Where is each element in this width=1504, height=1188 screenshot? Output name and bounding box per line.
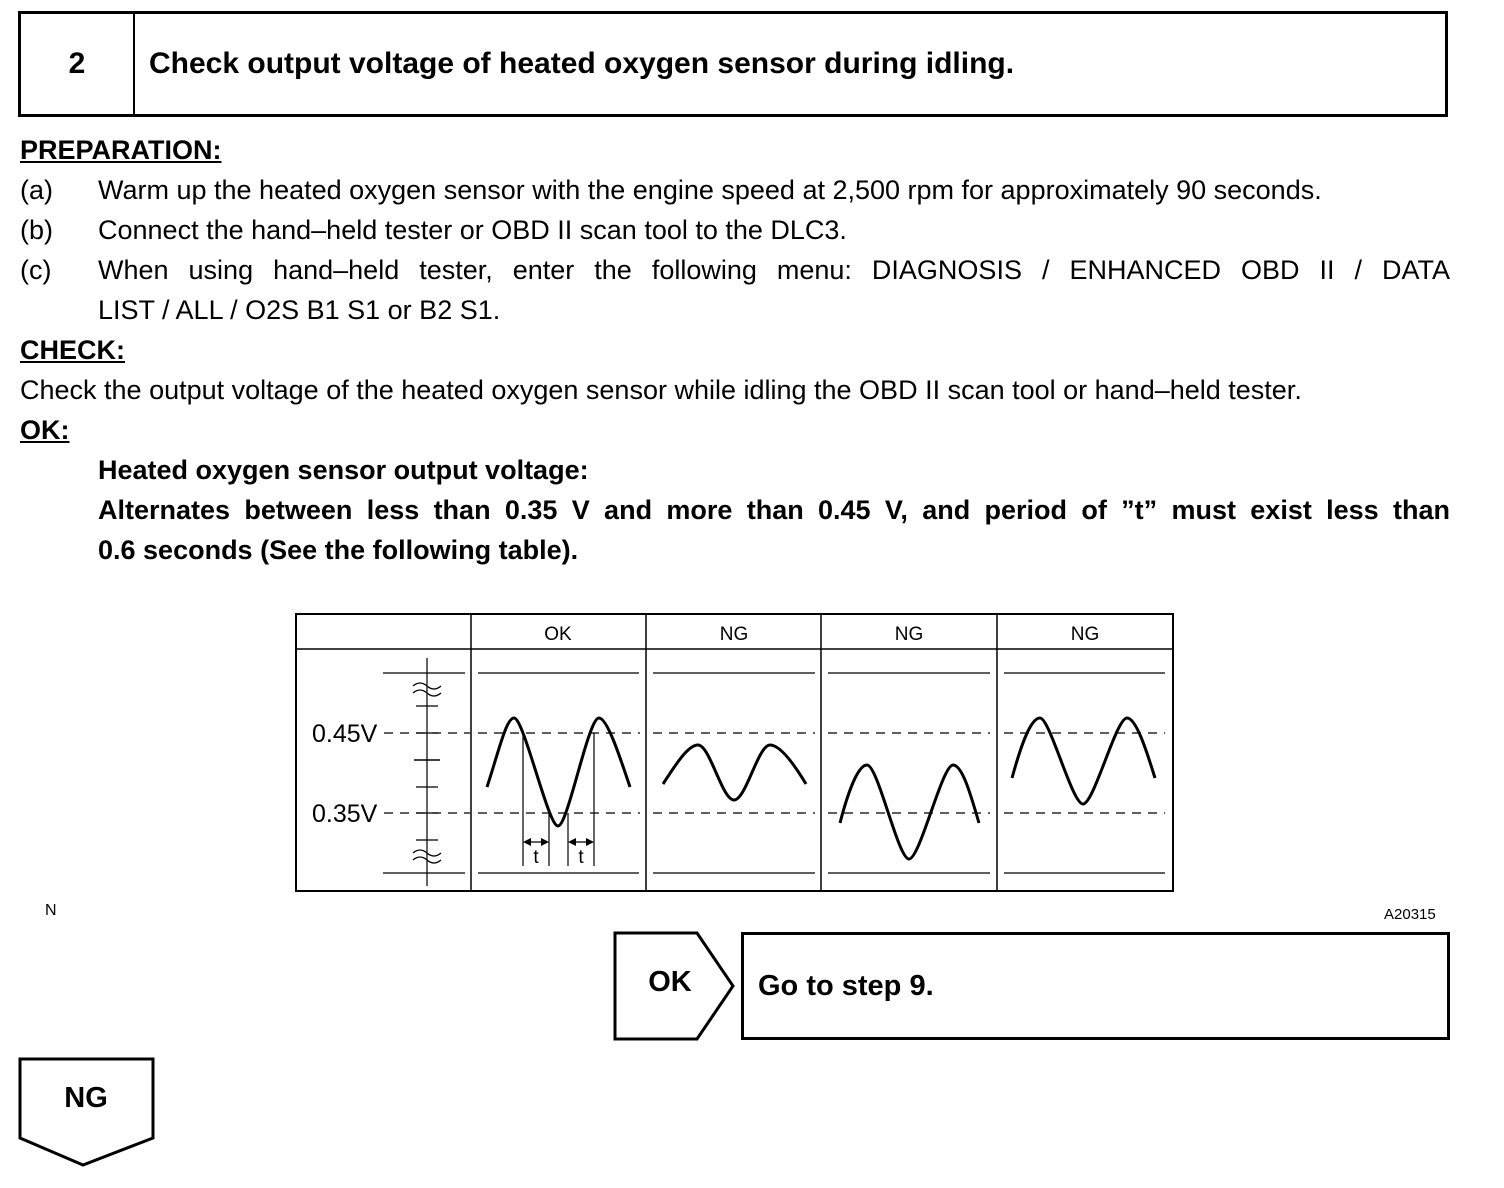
prep-marker-b: (b) bbox=[20, 215, 53, 245]
column-label-ng-1: NG bbox=[719, 624, 749, 645]
preparation-heading: PREPARATION: bbox=[20, 135, 222, 165]
prep-item-b: Connect the hand–held tester or OBD II scan tool to the DLC3. bbox=[98, 215, 847, 245]
column-label-ng-3: NG bbox=[1070, 624, 1100, 645]
prep-marker-a: (a) bbox=[20, 175, 53, 205]
column-label-ng-2: NG bbox=[894, 624, 924, 645]
waveform-ng-1 bbox=[663, 745, 806, 800]
period-label-1: t bbox=[533, 847, 539, 868]
step-number: 2 bbox=[21, 14, 135, 114]
prep-item-c-line1: When using hand–held tester, enter the following menu: DIAGNOSIS / ENHANCED OBD II / DATA bbox=[98, 255, 1450, 285]
prep-item-a: Warm up the heated oxygen sensor with the engine speed at 2,500 rpm for approximately 90 seconds. bbox=[98, 175, 1322, 205]
ng-flow-label: NG bbox=[64, 1082, 108, 1114]
waveform-ok bbox=[487, 718, 630, 826]
ok-action-box bbox=[741, 932, 1450, 1040]
voltage-label-high: 0.45V bbox=[312, 720, 378, 748]
ok-action-text: Go to step 9. bbox=[758, 969, 934, 1002]
step-title: Check output voltage of heated oxygen sensor during idling. bbox=[149, 47, 1015, 80]
ok-flow-label: OK bbox=[648, 966, 692, 998]
voltage-axis bbox=[383, 658, 465, 886]
ok-line-2: Alternates between less than 0.35 V and more than 0.45 V, and period of ”t” must exist less than bbox=[98, 495, 1450, 525]
prep-marker-c: (c) bbox=[20, 255, 52, 285]
check-heading: CHECK: bbox=[20, 335, 125, 365]
ok-line-1: Heated oxygen sensor output voltage: bbox=[98, 455, 589, 485]
waveform-ng-2 bbox=[840, 765, 979, 859]
voltage-label-low: 0.35V bbox=[312, 800, 378, 828]
figure-code: A20315 bbox=[1384, 906, 1436, 923]
ok-line-3: 0.6 seconds (See the following table). bbox=[98, 535, 579, 565]
column-label-ok: OK bbox=[544, 624, 572, 645]
period-label-2: t bbox=[578, 847, 584, 868]
prep-item-c-line2: LIST / ALL / O2S B1 S1 or B2 S1. bbox=[98, 295, 501, 325]
note-mark: N bbox=[45, 902, 57, 919]
waveform-ng-3 bbox=[1012, 718, 1155, 804]
ok-heading: OK: bbox=[20, 415, 70, 445]
check-text: Check the output voltage of the heated oxygen sensor while idling the OBD II scan tool or hand–held tester. bbox=[20, 375, 1302, 405]
